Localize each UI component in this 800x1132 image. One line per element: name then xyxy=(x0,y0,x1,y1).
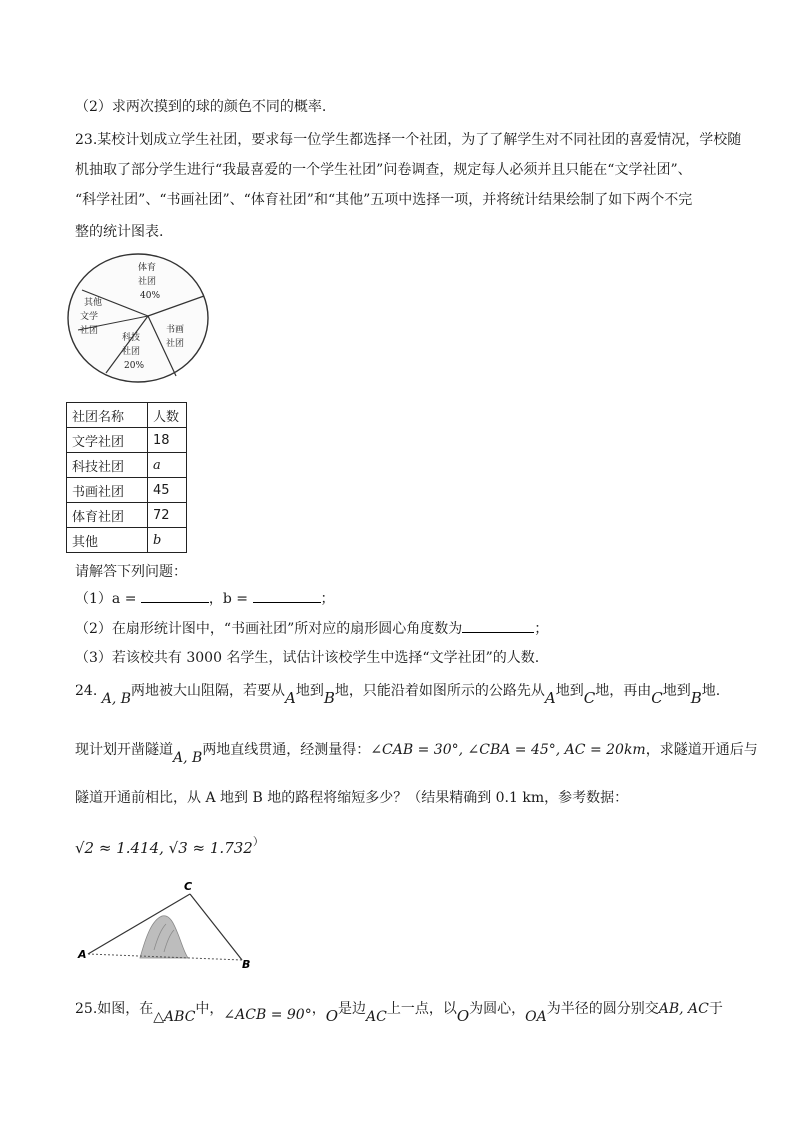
q23-line4: 整的统计图表. xyxy=(75,224,164,240)
table-row xyxy=(67,428,187,453)
table-cell: 体育社团 xyxy=(67,503,148,528)
q24-line2 xyxy=(75,740,758,766)
q24-text-a: 两地被大山阻隔，若要从 xyxy=(131,683,286,699)
q25-h: 于 xyxy=(708,1001,723,1017)
pie-label-art-2: 社团 xyxy=(166,339,185,349)
q24-C2: C xyxy=(651,689,663,707)
q25-O2: O xyxy=(456,1007,470,1025)
table-cell: 科技社团 xyxy=(67,453,148,478)
table-cell: 72 xyxy=(148,503,187,528)
q24-line4-end: ） xyxy=(252,835,264,848)
q24-B: B xyxy=(323,689,335,707)
q23-part1-b-label: ，b = xyxy=(208,591,249,607)
q23-part2 xyxy=(75,618,548,639)
q22-part2: （2）求两次摸到的球的颜色不同的概率. xyxy=(75,99,327,115)
q24-text-g: 地. xyxy=(701,683,721,699)
q23-part1-a-label: （1）a = xyxy=(75,591,137,607)
q25-O: O xyxy=(325,1007,339,1025)
q23-part2-end: ； xyxy=(534,621,549,637)
pie-label-other-1: 其他 xyxy=(84,298,103,308)
q25-a: 25.如图，在 xyxy=(75,1001,154,1017)
pie-label-sports-1: 体育 xyxy=(138,263,157,273)
table-header-cell: 社团名称 xyxy=(67,403,148,428)
pie-label-tech-1: 科技 xyxy=(122,333,141,343)
q24-line2-c: ，求隧道开通后与 xyxy=(645,742,758,758)
q23-prompt: 请解答下列问题： xyxy=(75,564,187,580)
answer-blank-a[interactable] xyxy=(141,588,209,603)
pie-label-tech-2: 社团 xyxy=(122,347,141,357)
table-cell: a xyxy=(148,453,187,478)
q23-line1: 23.某校计划成立学生社团，要求每一位学生都选择一个社团，为了了解学生对不同社团的喜爱情况，学校随 xyxy=(75,132,742,148)
q25-c: ， xyxy=(311,1001,326,1017)
q25-f: 为圆心， xyxy=(469,1001,526,1017)
table-cell: 其他 xyxy=(67,528,148,553)
q24-line1 xyxy=(75,680,720,706)
q25-d: 是边 xyxy=(338,1001,367,1017)
q24-B2: B xyxy=(690,689,702,707)
q25-triangle: △ABC xyxy=(153,1009,196,1025)
label-A: A xyxy=(78,948,87,961)
q24-C: C xyxy=(583,689,596,707)
q23-line2: 机抽取了部分学生进行“我最喜爱的一个学生社团”问卷调查，规定每人必须并且只能在“文学社团”、 xyxy=(75,162,692,178)
q25-OA: OA xyxy=(525,1009,547,1025)
q24-line3: 隧道开通前相比，从 A 地到 B 地的路程将缩短多少？（结果精确到 0.1 km，参考数据： xyxy=(75,790,629,806)
q23-part1 xyxy=(75,588,335,609)
pie-label-other-3: 社团 xyxy=(80,326,99,336)
table-header-cell: 人数 xyxy=(148,403,187,428)
q25-e: 上一点，以 xyxy=(386,1001,457,1017)
triangle-figure xyxy=(74,880,264,970)
table-header-row xyxy=(67,403,187,428)
pie-label-tech-3: 20% xyxy=(124,361,145,371)
pie-label-sports-3: 40% xyxy=(140,291,161,301)
pie-label-sports-2: 社团 xyxy=(138,277,157,287)
table-cell: 18 xyxy=(148,428,187,453)
q23-part1-end: ； xyxy=(320,591,335,607)
answer-blank-b[interactable] xyxy=(253,588,321,603)
table-cell: 书画社团 xyxy=(67,478,148,503)
table-row xyxy=(67,528,187,553)
q24-A: A xyxy=(285,689,296,707)
q25-AC: AC xyxy=(366,1009,387,1025)
q25-ABAC: AB, AC xyxy=(658,1001,709,1017)
q23-part3: （3）若该校共有 3000 名学生，试估计该校学生中选择“文学社团”的人数. xyxy=(75,650,540,666)
q25-line1 xyxy=(75,998,723,1024)
table-row xyxy=(67,453,187,478)
label-B: B xyxy=(242,958,251,970)
answer-blank-angle[interactable] xyxy=(462,618,534,633)
q24-ab: A, B xyxy=(101,691,132,707)
table-row xyxy=(67,478,187,503)
q25-angle: ∠ACB = 90° xyxy=(223,1007,312,1023)
q23-line3: “科学社团”、“书画社团”、“体育社团”和“其他”五项中选择一项，并将统计结果绘制了如下两个不完 xyxy=(75,192,693,208)
table-cell: b xyxy=(148,528,187,553)
table-cell: 文学社团 xyxy=(67,428,148,453)
q24-text-b: 地到 xyxy=(295,683,324,699)
q25-b: 中， xyxy=(195,1001,224,1017)
label-C: C xyxy=(184,880,193,893)
q24-line2-b: 两地直线贯通，经测量得： xyxy=(202,742,371,758)
q24-text-e: 地，再由 xyxy=(595,683,652,699)
table-cell: 45 xyxy=(148,478,187,503)
q24-line2-math: ∠CAB = 30°, ∠CBA = 45°, AC = 20km xyxy=(370,742,646,758)
club-table xyxy=(66,402,187,553)
q24-A2: A xyxy=(544,689,556,707)
q24-line2-ab: A, B xyxy=(173,750,203,766)
pie-chart xyxy=(64,248,214,388)
pie-label-art-1: 书画 xyxy=(166,325,185,335)
q24-text-c: 地，只能沿着如图所示的公路先从 xyxy=(334,683,545,699)
q25-g: 为半径的圆分别交 xyxy=(546,1001,659,1017)
q24-text-f: 地到 xyxy=(662,683,691,699)
q23-part2-text: （2）在扇形统计图中，“书画社团”所对应的扇形圆心角度数为 xyxy=(75,621,463,637)
q24-line4 xyxy=(75,835,264,862)
q24-text-d: 地到 xyxy=(555,683,584,699)
q24-reference-data: √2 ≈ 1.414, √3 ≈ 1.732 xyxy=(75,839,253,857)
q24-line2-a: 现计划开凿隧道 xyxy=(75,742,173,758)
pie-label-other-2: 文学 xyxy=(80,312,99,322)
q24-number: 24. xyxy=(75,683,98,699)
segment-CB xyxy=(190,894,242,960)
table-row xyxy=(67,503,187,528)
